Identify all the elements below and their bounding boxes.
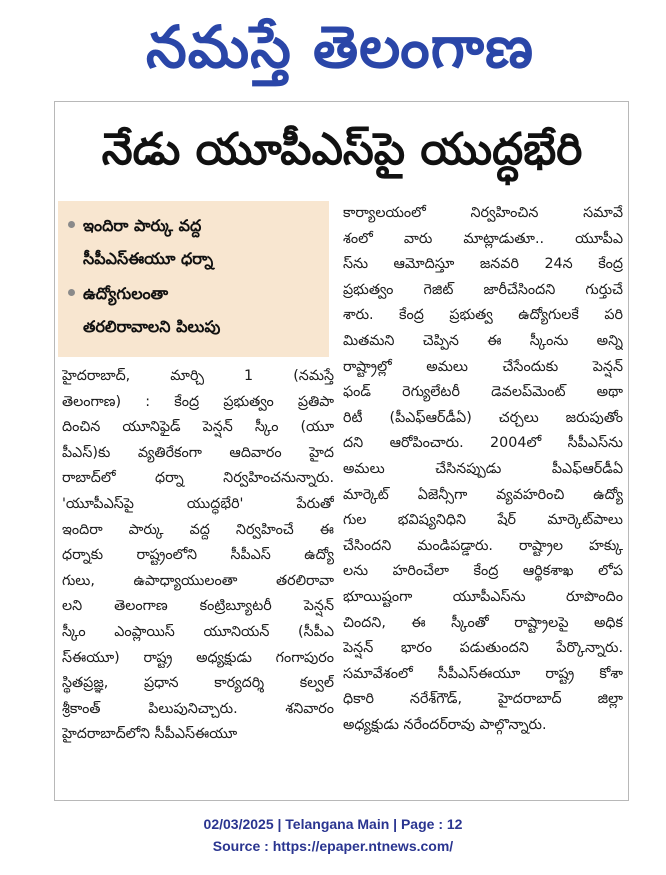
article-line: 'యూపీఎస్‌పై యుద్ధభేరి' పేరుతో (62, 495, 334, 512)
article-line: ధికారి నరేశ్‌గౌడ్, హైదరాబాద్ జిల్లా (343, 691, 623, 708)
article-line: దించిన యూనిఫైడ్ పెన్షన్ స్కీం (యూ (62, 419, 334, 436)
article-line: స్కీం ఎంప్లాయిస్ యూనియన్ (సీపీఎ (62, 623, 334, 640)
article-line: మితమని చెప్పిన ఈ స్కీంను అన్ని (343, 332, 623, 349)
highlights-box (58, 201, 329, 357)
article-column-left (62, 364, 334, 748)
article-line: ప్రభుత్వం గెజిట్ జారీచేసిందని గుర్తుచే (343, 281, 623, 298)
article-line: గులు, ఉపాధ్యాయులంతా తరలిరావా (62, 572, 334, 589)
article-line: రాబాద్‌లో ధర్నా నిర్వహించనున్నారు. (62, 470, 334, 487)
article-line: అధ్యక్షుడు నరేందర్‌రావు పాల్గొన్నారు. (343, 716, 547, 733)
article-line: శ్రీకాంత్ పిలుపునిచ్చారు. శనివారం (62, 700, 334, 717)
article-line: పెన్షన్ భారం పడుతుందని పేర్కొన్నారు. (343, 640, 623, 657)
highlight-line: ఉద్యోగులంతా (83, 284, 169, 303)
article-line: చేసిందని మండిపడ్డారు. రాష్ట్రాల హక్కు (343, 537, 623, 554)
article-line: కార్యాలయంలో నిర్వహించిన సమావే (343, 205, 623, 221)
article-line: స్థితప్రజ్ఞ, ప్రధాన కార్యదర్శి కల్వల్ (62, 675, 334, 692)
footer-source: Source : https://epaper.ntnews.com/ (212, 838, 454, 854)
article-line: గుల భవిష్యనిధిని షేర్ మార్కెట్‌పాలు (343, 512, 623, 529)
bullet-icon (68, 289, 75, 296)
highlight-item (64, 209, 323, 275)
article-line: స్‌ను ఆమోదిస్తూ జనవరి 24న కేంద్ర (343, 256, 623, 273)
article-line: చిందని, ఈ స్కీంతో రాష్ట్రాలపై అధిక (343, 614, 623, 631)
article-line: లను హరించేలా కేంద్ర ఆర్థికశాఖ లోప (343, 563, 623, 580)
highlight-line: ఇందిరా పార్కు వద్ద (83, 216, 202, 235)
article-line: అమలు చేసినప్పుడు పీఎఫ్‌ఆర్‌డీఏ (343, 460, 623, 477)
article-line: స్‌ఈయూ) రాష్ట్ర అధ్యక్షుడు గంగాపురం (62, 649, 334, 666)
article-line: భూయిష్టంగా యూపీఎస్‌ను రూపొందిం (343, 588, 623, 605)
highlight-line: తరలిరావాలని పిలుపు (83, 317, 221, 336)
article-line: హైదరాబాద్, మార్చి 1 (నమస్తే (62, 368, 334, 384)
article-line: దని ఆరోపించారు. 2004లో సీపీఎస్‌ను (343, 435, 623, 452)
bullet-icon (68, 221, 75, 228)
highlight-item (64, 277, 323, 343)
article-line: మార్కెట్ ఏజెన్సీగా వ్యవహరించి ఉద్యో (343, 486, 623, 503)
article-line: తెలంగాణ) : కేంద్ర ప్రభుత్వం ప్రతిపా (62, 393, 334, 410)
article-line: ధర్నాకు రాష్ట్రంలోని సీపీఎస్ ఉద్యో (62, 547, 334, 564)
newspaper-masthead: నమస్తే తెలంగాణ (146, 13, 534, 81)
article-line: శారు. కేంద్ర ప్రభుత్వ ఉద్యోగులకే పరి (343, 307, 623, 324)
article-line: హైదరాబాద్‌లోని సీపీఎస్‌ఈయూ (62, 726, 238, 743)
article-line: పీఎస్)కు వ్యతిరేకంగా ఆదివారం హైద (62, 444, 334, 461)
article-line: ఫండ్ రెగ్యులేటరీ డెవలప్‌మెంట్ అథా (343, 384, 623, 401)
article-column-right (343, 201, 623, 738)
article-line: సమావేశంలో సీపీఎస్‌ఈయూ రాష్ట్ర కోశా (343, 665, 623, 682)
article-line: ఇందిరా పార్కు వద్ద నిర్వహించే ఈ (62, 521, 334, 538)
article-headline: నేడు యూపీఎస్‌పై యుద్ధభేరి (101, 124, 583, 175)
article-line: రాష్ట్రాల్లో అమలు చేసేందుకు పెన్షన్ (343, 358, 623, 375)
highlight-line: సీపీఎస్‌ఈయూ ధర్నా (83, 249, 214, 268)
article-line: శంలో వారు మాట్లాడుతూ.. యూపీఎ (343, 230, 623, 247)
article-line: లని తెలంగాణ కంట్రిబ్యూటరీ పెన్షన్ (62, 598, 334, 615)
article-line: రిటీ (పీఎఫ్‌ఆర్‌డీఏ) చర్చలు జరుపుతోం (343, 409, 623, 426)
footer-date-info: 02/03/2025 | Telangana Main | Page : 12 (203, 816, 463, 832)
